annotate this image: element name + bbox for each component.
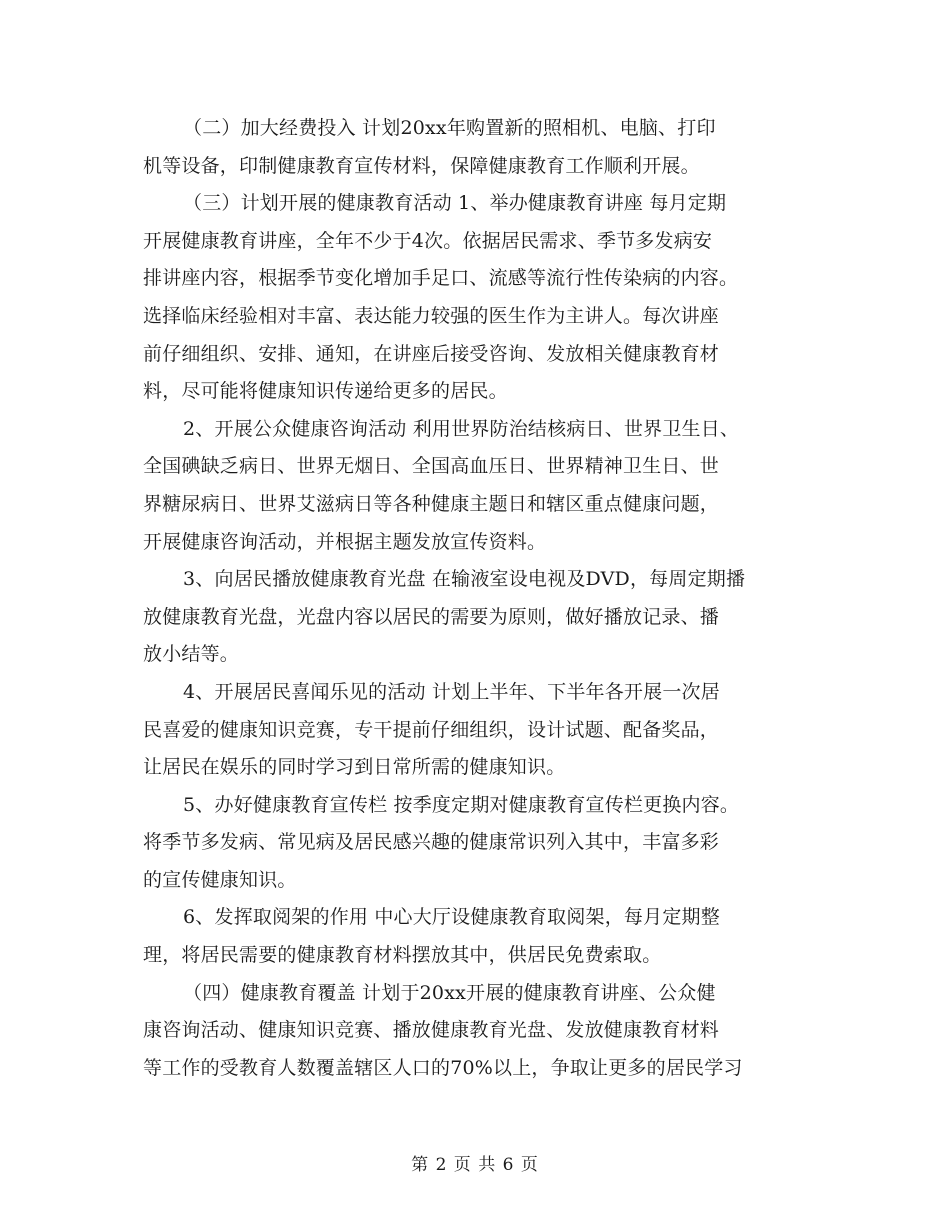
paragraph-line: 的宣传健康知识。 [143, 868, 297, 891]
paragraph-line: 选择临床经验相对丰富、表达能力较强的医生作为主讲人。每次讲座 [143, 304, 720, 327]
paragraph-line: 界糖尿病日、世界艾滋病日等各种健康主题日和辖区重点健康问题， [143, 492, 720, 515]
paragraph-line: 将季节多发病、常见病及居民感兴趣的健康常识列入其中，丰富多彩 [143, 831, 720, 854]
paragraph-line: 4、开展居民喜闻乐见的活动 计划上半年、下半年各开展一次居 [183, 680, 720, 703]
paragraph-line: 料，尽可能将健康知识传递给更多的居民。 [143, 380, 508, 403]
paragraph-line: 放健康教育光盘，光盘内容以居民的需要为原则，做好播放记录、播 [143, 605, 720, 628]
paragraph-line: 开展健康教育讲座，全年不少于4次。依据居民需求、季节多发病安 [143, 229, 713, 252]
paragraph-line: 6、发挥取阅架的作用 中心大厅设健康教育取阅架，每月定期整 [183, 906, 720, 929]
document-body [143, 110, 813, 1087]
paragraph-line: 前仔细组织、安排、通知，在讲座后接受咨询、发放相关健康教育材 [143, 342, 720, 365]
page-number-footer: 第 2 页 共 6 页 [411, 1155, 539, 1175]
paragraph-line: 排讲座内容，根据季节变化增加手足口、流感等流行性传染病的内容。 [143, 267, 739, 290]
paragraph-line: 康咨询活动、健康知识竞赛、播放健康教育光盘、发放健康教育材料 [143, 1019, 720, 1042]
paragraph-line: 全国碘缺乏病日、世界无烟日、全国高血压日、世界精神卫生日、世 [143, 455, 720, 478]
paragraph-line: 3、向居民播放健康教育光盘 在输液室设电视及DVD，每周定期播 [183, 568, 746, 591]
paragraph-line: 等工作的受教育人数覆盖辖区人口的70%以上，争取让更多的居民学习 [143, 1056, 743, 1079]
paragraph-line: 开展健康咨询活动，并根据主题发放宣传资料。 [143, 530, 547, 553]
paragraph-line: 放小结等。 [143, 643, 240, 666]
paragraph-line: 2、开展公众健康咨询活动 利用世界防治结核病日、世界卫生日、 [183, 417, 740, 440]
paragraph-line: 民喜爱的健康知识竞赛，专干提前仔细组织，设计试题、配备奖品， [143, 718, 720, 741]
paragraph-line: 机等设备，印制健康教育宣传材料，保障健康教育工作顺利开展。 [143, 154, 700, 177]
paragraph-line: （四）健康教育覆盖 计划于20xx开展的健康教育讲座、公众健 [183, 981, 716, 1004]
paragraph-line: 5、办好健康教育宣传栏 按季度定期对健康教育宣传栏更换内容。 [183, 793, 740, 816]
paragraph-line: 理，将居民需要的健康教育材料摆放其中，供居民免费索取。 [143, 944, 662, 967]
paragraph-line: （三）计划开展的健康教育活动 1、举办健康教育讲座 每月定期 [183, 192, 727, 215]
paragraph-line: 让居民在娱乐的同时学习到日常所需的健康知识。 [143, 756, 566, 779]
paragraph-line: （二）加大经费投入 计划20xx年购置新的照相机、电脑、打印 [183, 117, 716, 139]
